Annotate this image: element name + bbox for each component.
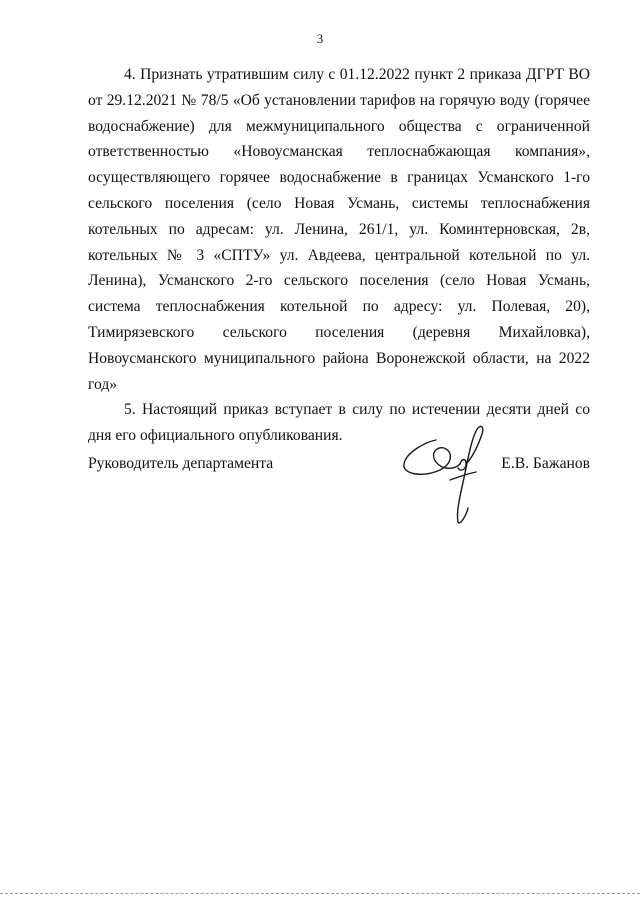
signature-block [88,454,590,484]
signer-name: Е.В. Бажанов [501,455,590,472]
page-number: 3 [316,31,324,46]
paragraph-item-4: 4. Признать утратившим силу с 01.12.2022 пункт 2 приказа ДГРТ ВО от 29.12.2021 № 78/5 «Об установлении тарифов на горячую воду (горячее водоснабжение) для межмуниципального общества с ограниченной ответственностью «Новоусманская теплоснабжающая компания», осуществляющего горячее водоснабжение в границах Усманского 1-го сельского поселения (село Новая Усмань, системы теплоснабжения котельных по адресам: ул. Ленина, 261/1, ул. Коминтерновская, 2в, котельных № 3 «СПТУ» ул. Авдеева, центральной котельной по ул. Ленина), Усманского 2-го сельского поселения (село Новая Усмань, система теплоснабжения котельной по адресу: ул. Полевая, 20), Тимирязевского сельского поселения (деревня Михайловка), Новоусманского муниципального района Воронежской области, на 2022 год» [88,66,590,393]
signer-role: Руководитель департамента [88,455,274,472]
document-body [88,62,590,449]
paragraph-item-5: 5. Настоящий приказ вступает в силу по истечении десяти дней со дня его официального опубликования. [88,401,590,445]
scan-edge-line [0,893,640,894]
